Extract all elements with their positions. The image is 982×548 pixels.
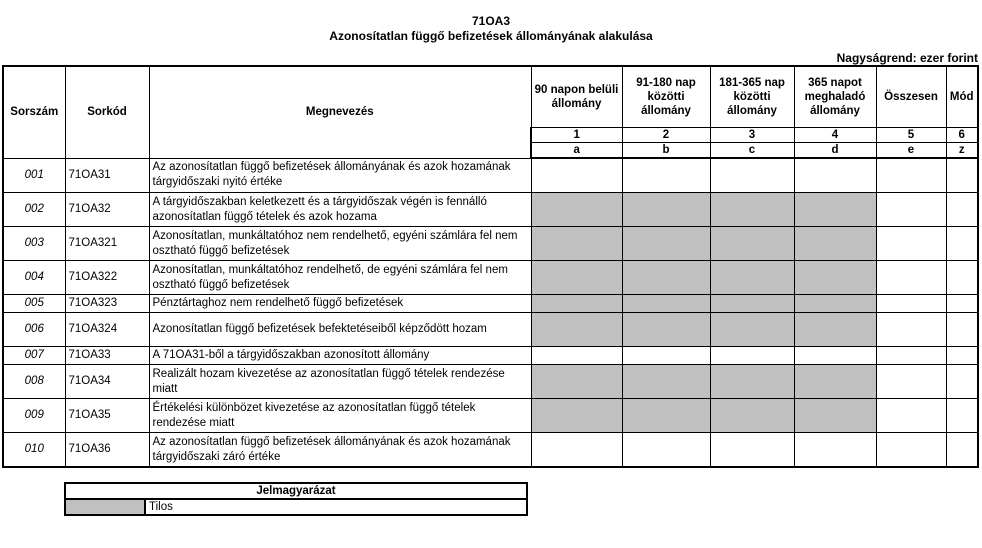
value-cell bbox=[794, 313, 876, 347]
header-col3: 181-365 nap közötti állomány bbox=[710, 66, 794, 128]
legend bbox=[64, 482, 528, 516]
value-cell bbox=[531, 193, 622, 227]
row-name: A tárgyidőszakban keletkezett és a tárgyidőszak végén is fennálló azonosítatlan függő tételek és azok hozama bbox=[149, 193, 531, 227]
value-cell bbox=[622, 227, 710, 261]
table-row bbox=[3, 158, 978, 193]
data-table bbox=[2, 65, 979, 468]
col-letter: b bbox=[622, 143, 710, 159]
value-cell[interactable] bbox=[876, 365, 946, 399]
col-letter: z bbox=[946, 143, 978, 159]
legend-swatch bbox=[65, 499, 145, 515]
row-code: 71OA34 bbox=[65, 365, 149, 399]
table-row bbox=[3, 365, 978, 399]
row-number: 001 bbox=[3, 158, 65, 193]
row-name: Pénztártaghoz nem rendelhető függő befizetések bbox=[149, 295, 531, 313]
table-row bbox=[3, 313, 978, 347]
row-code: 71OA321 bbox=[65, 227, 149, 261]
value-cell bbox=[531, 313, 622, 347]
value-cell bbox=[794, 261, 876, 295]
row-code: 71OA322 bbox=[65, 261, 149, 295]
value-cell bbox=[531, 365, 622, 399]
value-cell[interactable] bbox=[946, 158, 978, 193]
header-col6: Mód bbox=[946, 66, 978, 128]
row-code: 71OA35 bbox=[65, 399, 149, 433]
col-number: 6 bbox=[946, 128, 978, 143]
header-col5: Összesen bbox=[876, 66, 946, 128]
col-letter: a bbox=[531, 143, 622, 159]
col-number: 5 bbox=[876, 128, 946, 143]
table-row bbox=[3, 227, 978, 261]
table-row bbox=[3, 295, 978, 313]
value-cell[interactable] bbox=[622, 347, 710, 365]
value-cell[interactable] bbox=[876, 193, 946, 227]
value-cell[interactable] bbox=[531, 433, 622, 468]
value-cell[interactable] bbox=[876, 295, 946, 313]
col-number: 3 bbox=[710, 128, 794, 143]
value-cell bbox=[710, 399, 794, 433]
value-cell[interactable] bbox=[946, 399, 978, 433]
value-cell bbox=[710, 193, 794, 227]
row-code: 71OA33 bbox=[65, 347, 149, 365]
value-cell[interactable] bbox=[876, 347, 946, 365]
value-cell bbox=[531, 261, 622, 295]
value-cell[interactable] bbox=[710, 158, 794, 193]
table-row bbox=[3, 193, 978, 227]
table-row bbox=[3, 433, 978, 468]
header-col4: 365 napot meghaladó állomány bbox=[794, 66, 876, 128]
col-number: 2 bbox=[622, 128, 710, 143]
row-name: Az azonosítatlan függő befizetések állományának és azok hozamának tárgyidőszaki nyitó értéke bbox=[149, 158, 531, 193]
value-cell[interactable] bbox=[531, 158, 622, 193]
row-name: Realizált hozam kivezetése az azonosítatlan függő tételek rendezése miatt bbox=[149, 365, 531, 399]
row-number: 008 bbox=[3, 365, 65, 399]
table-row bbox=[3, 399, 978, 433]
value-cell bbox=[531, 295, 622, 313]
value-cell bbox=[622, 295, 710, 313]
col-letter: d bbox=[794, 143, 876, 159]
value-cell[interactable] bbox=[622, 158, 710, 193]
value-cell bbox=[710, 227, 794, 261]
row-number: 003 bbox=[3, 227, 65, 261]
value-cell[interactable] bbox=[946, 313, 978, 347]
value-cell[interactable] bbox=[876, 399, 946, 433]
value-cell[interactable] bbox=[946, 347, 978, 365]
col-letter: e bbox=[876, 143, 946, 159]
row-name: Azonosítatlan, munkáltatóhoz rendelhető, de egyéni számlára fel nem osztható függő befizetések bbox=[149, 261, 531, 295]
row-number: 007 bbox=[3, 347, 65, 365]
row-name: A 71OA31-ből a tárgyidőszakban azonosított állomány bbox=[149, 347, 531, 365]
value-cell bbox=[794, 399, 876, 433]
legend-title: Jelmagyarázat bbox=[65, 483, 527, 499]
row-code: 71OA323 bbox=[65, 295, 149, 313]
value-cell[interactable] bbox=[876, 158, 946, 193]
value-cell[interactable] bbox=[946, 433, 978, 468]
form-code: 71OA3 bbox=[471, 14, 511, 28]
col-number: 4 bbox=[794, 128, 876, 143]
value-cell[interactable] bbox=[876, 261, 946, 295]
value-cell bbox=[531, 399, 622, 433]
value-cell[interactable] bbox=[946, 365, 978, 399]
value-cell[interactable] bbox=[794, 158, 876, 193]
value-cell[interactable] bbox=[946, 193, 978, 227]
row-code: 71OA36 bbox=[65, 433, 149, 468]
value-cell[interactable] bbox=[710, 433, 794, 468]
value-cell bbox=[710, 295, 794, 313]
value-cell[interactable] bbox=[876, 227, 946, 261]
row-number: 006 bbox=[3, 313, 65, 347]
header-sorszam: Sorszám bbox=[3, 66, 65, 158]
row-name: Azonosítatlan, munkáltatóhoz nem rendelhető, egyéni számlára fel nem osztható függő befizetések bbox=[149, 227, 531, 261]
value-cell[interactable] bbox=[794, 347, 876, 365]
header-megnevezes: Megnevezés bbox=[149, 66, 531, 158]
header-sorkod: Sorkód bbox=[65, 66, 149, 158]
value-cell bbox=[794, 295, 876, 313]
value-cell[interactable] bbox=[622, 433, 710, 468]
header-col2: 91-180 nap közötti állomány bbox=[622, 66, 710, 128]
row-code: 71OA324 bbox=[65, 313, 149, 347]
value-cell bbox=[794, 365, 876, 399]
value-cell bbox=[710, 261, 794, 295]
value-cell bbox=[622, 261, 710, 295]
value-cell[interactable] bbox=[531, 347, 622, 365]
value-cell bbox=[710, 313, 794, 347]
row-number: 010 bbox=[3, 433, 65, 468]
value-cell[interactable] bbox=[876, 313, 946, 347]
value-cell bbox=[794, 193, 876, 227]
value-cell[interactable] bbox=[710, 347, 794, 365]
value-cell bbox=[531, 227, 622, 261]
col-number: 1 bbox=[531, 128, 622, 143]
col-letter: c bbox=[710, 143, 794, 159]
row-name: Az azonosítatlan függő befizetések állományának és azok hozamának tárgyidőszaki záró értéke bbox=[149, 433, 531, 468]
value-cell bbox=[710, 365, 794, 399]
value-cell bbox=[622, 399, 710, 433]
value-cell bbox=[622, 193, 710, 227]
value-cell bbox=[622, 313, 710, 347]
value-cell bbox=[794, 227, 876, 261]
value-cell[interactable] bbox=[876, 433, 946, 468]
header-col1: 90 napon belüli állomány bbox=[531, 66, 622, 128]
row-code: 71OA31 bbox=[65, 158, 149, 193]
value-cell bbox=[622, 365, 710, 399]
row-number: 002 bbox=[3, 193, 65, 227]
table-row bbox=[3, 347, 978, 365]
legend-label: Tilos bbox=[145, 499, 527, 515]
table-row bbox=[3, 261, 978, 295]
row-number: 009 bbox=[3, 399, 65, 433]
value-cell[interactable] bbox=[946, 227, 978, 261]
value-cell[interactable] bbox=[946, 261, 978, 295]
row-number: 005 bbox=[3, 295, 65, 313]
row-name: Értékelési különbözet kivezetése az azonosítatlan függő tételek rendezése miatt bbox=[149, 399, 531, 433]
row-code: 71OA32 bbox=[65, 193, 149, 227]
row-name: Azonosítatlan függő befizetések befektetéseiből képződött hozam bbox=[149, 313, 531, 347]
row-number: 004 bbox=[3, 261, 65, 295]
page-title: Azonosítatlan függő befizetések állományának alakulása bbox=[329, 29, 653, 43]
value-cell[interactable] bbox=[946, 295, 978, 313]
unit-label: Nagyságrend: ezer forint bbox=[836, 51, 978, 65]
value-cell[interactable] bbox=[794, 433, 876, 468]
